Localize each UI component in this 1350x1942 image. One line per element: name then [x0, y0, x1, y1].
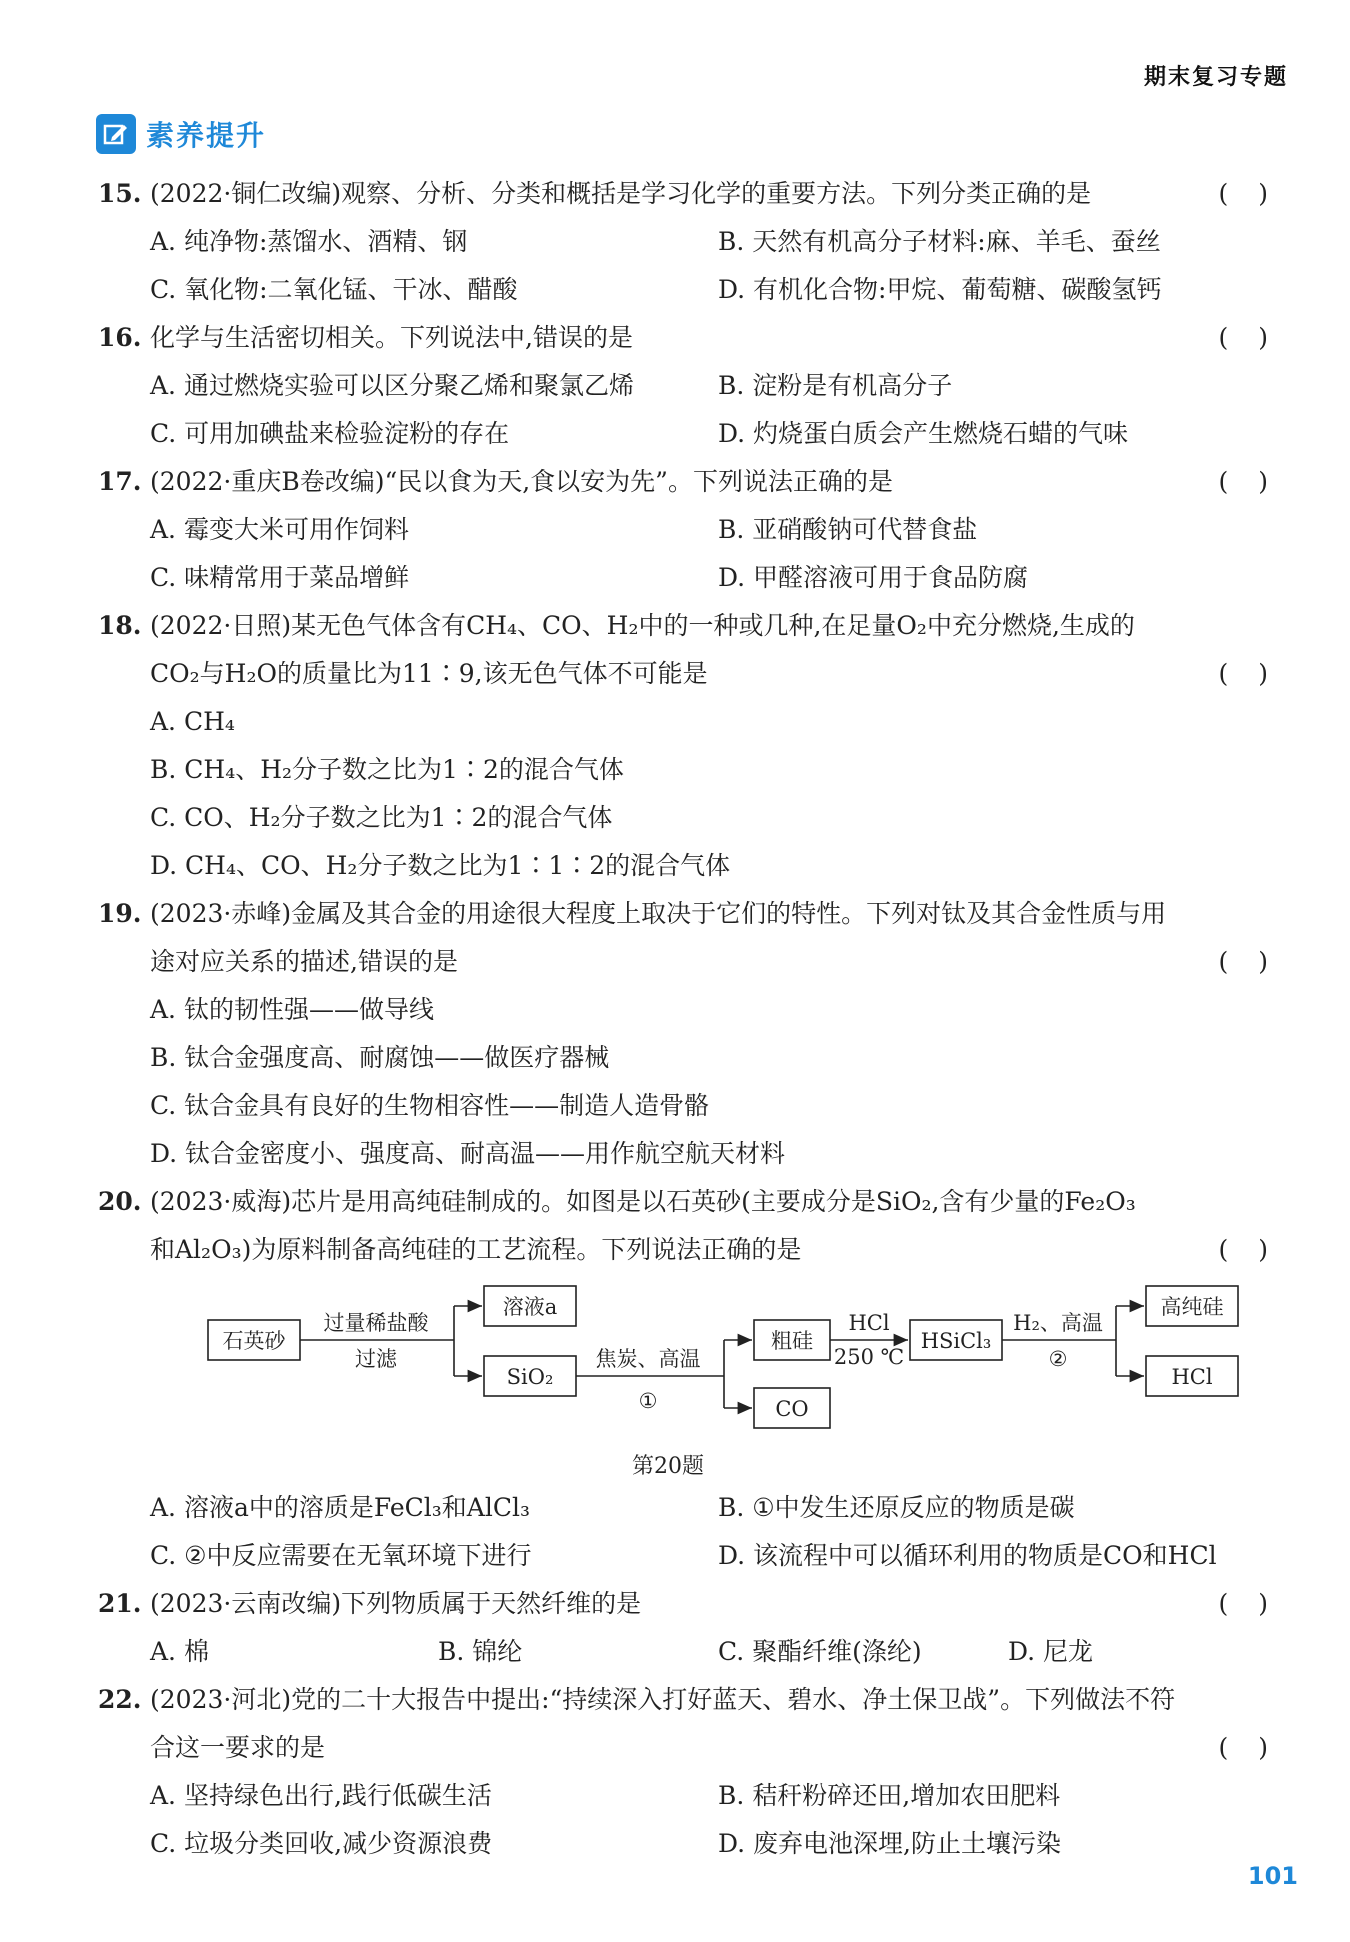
flow-step4-condition: H₂、高温	[1013, 1311, 1103, 1335]
question-stem	[98, 1580, 1298, 1628]
option-row	[98, 1628, 1298, 1676]
question-stem	[98, 314, 1298, 362]
option-row	[98, 554, 1298, 602]
flow-solution-a: 溶液a	[502, 1295, 558, 1319]
question-stem	[98, 170, 1298, 218]
option-row	[98, 1820, 1298, 1868]
option-b: B. 亚硝酸钠可代替食盐	[718, 515, 978, 544]
answer-bracket: ()	[1218, 659, 1298, 688]
option-a: A. 钛的韧性强——做导线	[150, 995, 434, 1024]
flow-step2-condition: 焦炭、高温	[595, 1347, 701, 1371]
option-d: D. 钛合金密度小、强度高、耐高温——用作航空航天材料	[150, 1139, 786, 1168]
question-stem	[98, 458, 1298, 506]
question-stem	[98, 1676, 1298, 1724]
flow-hsicl3: HSiCl₃	[920, 1329, 992, 1353]
question-text: 合这一要求的是	[150, 1733, 326, 1762]
answer-bracket: ()	[1218, 1589, 1298, 1618]
option-c: C. 垃圾分类回收,减少资源浪费	[150, 1829, 493, 1858]
option-b: B. 淀粉是有机高分子	[718, 371, 953, 400]
flow-hcl: HCl	[1171, 1365, 1213, 1389]
question-number: 22.	[98, 1685, 142, 1714]
question-stem-cont	[98, 1724, 1298, 1772]
question-stem	[98, 602, 1298, 650]
option-row	[98, 218, 1298, 266]
option-d: D. 灼烧蛋白质会产生燃烧石蜡的气味	[718, 419, 1129, 448]
flow-step1-operation: 过滤	[355, 1347, 397, 1371]
question-text: (2022·重庆B卷改编)“民以食为天,食以安为先”。下列说法正确的是	[150, 467, 893, 496]
question-number: 18.	[98, 611, 142, 640]
question-text: 化学与生活密切相关。下列说法中,错误的是	[150, 323, 633, 352]
option-d: D. 废弃电池深埋,防止土壤污染	[718, 1829, 1061, 1858]
option-row	[98, 1532, 1298, 1580]
option-c: C. 聚酯纤维(涤纶)	[718, 1637, 922, 1666]
option-b: B. CH₄、H₂分子数之比为1∶2的混合气体	[150, 755, 624, 784]
flow-step4-label: ②	[1048, 1347, 1068, 1371]
figure-caption: 第20题	[632, 1454, 704, 1479]
option-c: C. 氧化物:二氧化锰、干冰、醋酸	[150, 275, 518, 304]
question-text: (2023·河北)党的二十大报告中提出:“持续深入打好蓝天、碧水、净土保卫战”。下列做法不符	[150, 1685, 1176, 1714]
question-list	[98, 170, 1298, 1868]
option-a: A. 纯净物:蒸馏水、酒精、钢	[150, 227, 468, 256]
question-text: 和Al₂O₃)为原料制备高纯硅的工艺流程。下列说法正确的是	[150, 1235, 802, 1264]
pencil-note-icon	[96, 114, 136, 154]
page-header-title: 期末复习专题	[1143, 65, 1288, 90]
flow-crude-si: 粗硅	[771, 1329, 813, 1353]
option-d: D. 尼龙	[1008, 1637, 1094, 1666]
process-flow-diagram	[98, 1280, 1298, 1450]
question-number: 20.	[98, 1187, 142, 1216]
flow-start: 石英砂	[222, 1329, 286, 1353]
question-text: 途对应关系的描述,错误的是	[150, 947, 458, 976]
option-c: C. ②中反应需要在无氧环境下进行	[150, 1541, 532, 1570]
option-b: B. 天然有机高分子材料:麻、羊毛、蚕丝	[718, 227, 1161, 256]
flow-sio2: SiO₂	[506, 1365, 554, 1389]
question-stem-cont	[98, 938, 1298, 986]
question-number: 16.	[98, 323, 142, 352]
question-stem-cont	[98, 650, 1298, 698]
page-number: 101	[1247, 1862, 1298, 1890]
option-b: B. ①中发生还原反应的物质是碳	[718, 1493, 1075, 1522]
option-a: A. 通过燃烧实验可以区分聚乙烯和聚氯乙烯	[150, 371, 634, 400]
answer-bracket: ()	[1218, 179, 1298, 208]
question-number: 19.	[98, 899, 142, 928]
section-title: 素养提升	[146, 119, 267, 152]
question-number: 17.	[98, 467, 142, 496]
flow-co: CO	[775, 1397, 809, 1421]
option-row	[98, 1484, 1298, 1532]
option-b: B. 钛合金强度高、耐腐蚀——做医疗器械	[150, 1043, 610, 1072]
section-heading	[96, 114, 266, 154]
option-row	[98, 506, 1298, 554]
answer-bracket: ()	[1218, 467, 1298, 496]
option-b: B. 秸秆粉碎还田,增加农田肥料	[718, 1781, 1061, 1810]
flow-step3-reagent: HCl	[848, 1311, 890, 1335]
question-text: (2023·赤峰)金属及其合金的用途很大程度上取决于它们的特性。下列对钛及其合金性质与用	[150, 899, 1167, 928]
question-text: (2023·威海)芯片是用高纯硅制成的。如图是以石英砂(主要成分是SiO₂,含有少量的Fe₂O₃	[150, 1187, 1136, 1216]
option-a: A. 棉	[150, 1637, 209, 1666]
option-b: B. 锦纶	[438, 1637, 523, 1666]
option-row	[98, 410, 1298, 458]
question-text: (2023·云南改编)下列物质属于天然纤维的是	[150, 1589, 642, 1618]
option-d: D. 有机化合物:甲烷、葡萄糖、碳酸氢钙	[718, 275, 1162, 304]
option-d: D. 该流程中可以循环利用的物质是CO和HCl	[718, 1541, 1217, 1570]
answer-bracket: ()	[1218, 947, 1298, 976]
answer-bracket: ()	[1218, 1733, 1298, 1762]
answer-bracket: ()	[1218, 323, 1298, 352]
answer-bracket: ()	[1218, 1235, 1298, 1264]
option-d: D. CH₄、CO、H₂分子数之比为1∶1∶2的混合气体	[150, 851, 731, 880]
question-text: (2022·铜仁改编)观察、分析、分类和概括是学习化学的重要方法。下列分类正确的是	[150, 179, 1092, 208]
option-row	[98, 266, 1298, 314]
option-d: D. 甲醛溶液可用于食品防腐	[718, 563, 1029, 592]
question-stem	[98, 1178, 1298, 1226]
question-number: 15.	[98, 179, 142, 208]
option-a: A. 坚持绿色出行,践行低碳生活	[150, 1781, 492, 1810]
option-a: A. CH₄	[150, 707, 235, 736]
flow-pure-si: 高纯硅	[1160, 1295, 1224, 1319]
option-row	[98, 1772, 1298, 1820]
option-c: C. 可用加碘盐来检验淀粉的存在	[150, 419, 510, 448]
question-stem	[98, 890, 1298, 938]
option-row	[98, 362, 1298, 410]
flow-step1-reagent: 过量稀盐酸	[323, 1311, 429, 1335]
question-text: (2022·日照)某无色气体含有CH₄、CO、H₂中的一种或几种,在足量O₂中充分燃烧,生成的	[150, 611, 1135, 640]
question-number: 21.	[98, 1589, 142, 1618]
option-c: C. 味精常用于菜品增鲜	[150, 563, 410, 592]
question-stem-cont	[98, 1226, 1298, 1274]
option-c: C. 钛合金具有良好的生物相容性——制造人造骨骼	[150, 1091, 710, 1120]
flow-step3-temp: 250 ℃	[833, 1345, 905, 1369]
question-text: CO₂与H₂O的质量比为11∶9,该无色气体不可能是	[150, 659, 708, 688]
option-a: A. 霉变大米可用作饲料	[150, 515, 409, 544]
option-c: C. CO、H₂分子数之比为1∶2的混合气体	[150, 803, 613, 832]
flow-step2-label: ①	[638, 1389, 658, 1413]
option-a: A. 溶液a中的溶质是FeCl₃和AlCl₃	[150, 1493, 530, 1522]
